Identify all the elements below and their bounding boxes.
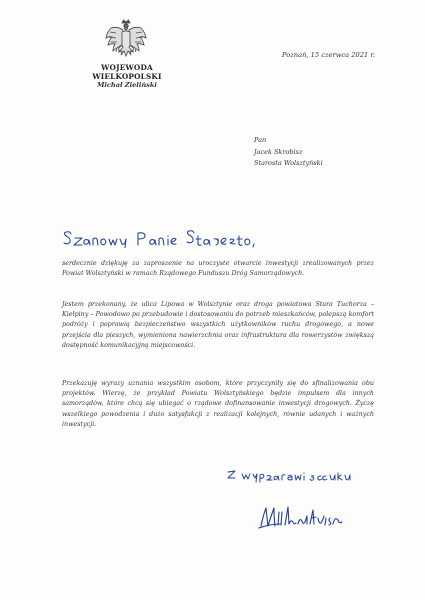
organization-name: WOJEWODA WIELKOPOLSKI	[92, 63, 162, 81]
recipient-position: Starosta Wolsztyński	[254, 159, 323, 167]
handwritten-salutation	[62, 226, 262, 248]
recipient-block	[254, 135, 323, 170]
white-eagle-emblem-icon	[103, 18, 149, 62]
paragraph-3: Przekazuję wyrazy uznania wszystkim osobom, które przyczyniły się do sfinalizowania obu projektów. Wierzę, że przykład Powiatu Wolsztyńskiego będzie impulsem dla innych samorządów, które chcą się ubiegać o rządowe dofinansowanie inwestycji drogowych. Życzę wszelkiego powodzenia i dużo satysfakcji z realizacji kolejnych, równie udanych i ważnych inwestycji.	[62, 380, 374, 428]
recipient-name: Jacek Skrobisz	[254, 147, 303, 156]
paragraph-1: serdecznie dziękuję za zaproszenie na uroczyste otwarcie inwestycji zrealizowanych przez Powiat Wolsztyński w ramach Rządowego Funduszu Dróg Samorządowych.	[62, 260, 374, 278]
handwritten-closing-note	[226, 466, 356, 484]
place-and-date: Poznań, 15 czerwca 2021 r.	[282, 51, 376, 59]
handwritten-signature	[258, 504, 348, 530]
paragraph-2: Jestem przekonany, że ulica Lipowa w Wolsztynie oraz droga powiatowa Stara Tuchorza – Kiełpiny – Powodowo po przebudowie i dostosowaniu do potrzeb mieszkańców, polepszą komfort podróży i poprawią bezpieczeństwo wszystkich użytkowników ruchu drogowego, a nowe przejścia dla pieszych, wymieniona nawierzchnia oraz infrastruktura dla rowerzystów zwiększą dostępność komunikacyjną miejscowości.	[62, 301, 374, 349]
recipient-title: Pan	[254, 136, 267, 144]
official-name: Michał Zieliński	[97, 81, 157, 89]
